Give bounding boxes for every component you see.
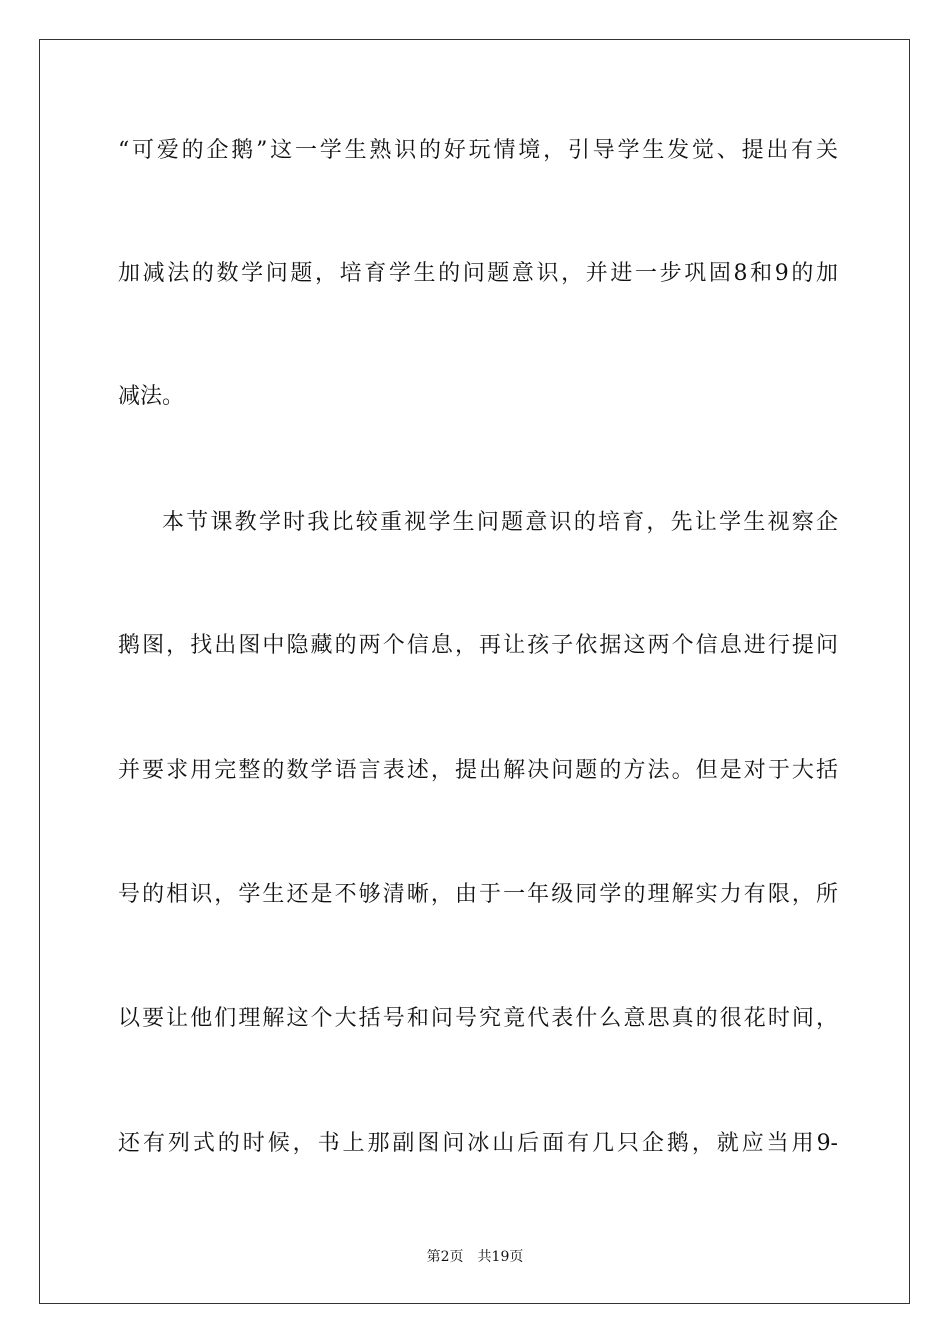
page-footer xyxy=(0,1247,950,1267)
text-line: 以要让他们理解这个大括号和问号究竟代表什么意思真的很花时间， xyxy=(118,1006,838,1031)
paragraph-first-line: 本节课教学时我比较重视学生问题意识的培育，先让学生视察企 xyxy=(162,510,838,535)
text-line: 还有列式的时候，书上那副图问冰山后面有几只企鹅，就应当用9- xyxy=(118,1131,838,1156)
text-line: 号的相识，学生还是不够清晰，由于一年级同学的理解实力有限，所 xyxy=(118,882,838,907)
text-line: “可爱的企鹅”这一学生熟识的好玩情境，引导学生发觉、提出有关 xyxy=(118,138,838,163)
text-line: 并要求用完整的数学语言表述，提出解决问题的方法。但是对于大括 xyxy=(118,758,838,783)
page-total: 共19页 xyxy=(477,1249,524,1265)
text-line: 鹅图，找出图中隐藏的两个信息，再让孩子依据这两个信息进行提问 xyxy=(118,633,838,658)
page-border xyxy=(39,39,910,1304)
text-line: 加减法的数学问题，培育学生的问题意识，并进一步巩固8和9的加 xyxy=(118,261,838,286)
text-line: 减法。 xyxy=(118,384,185,409)
page-number: 第2页 xyxy=(426,1249,464,1265)
